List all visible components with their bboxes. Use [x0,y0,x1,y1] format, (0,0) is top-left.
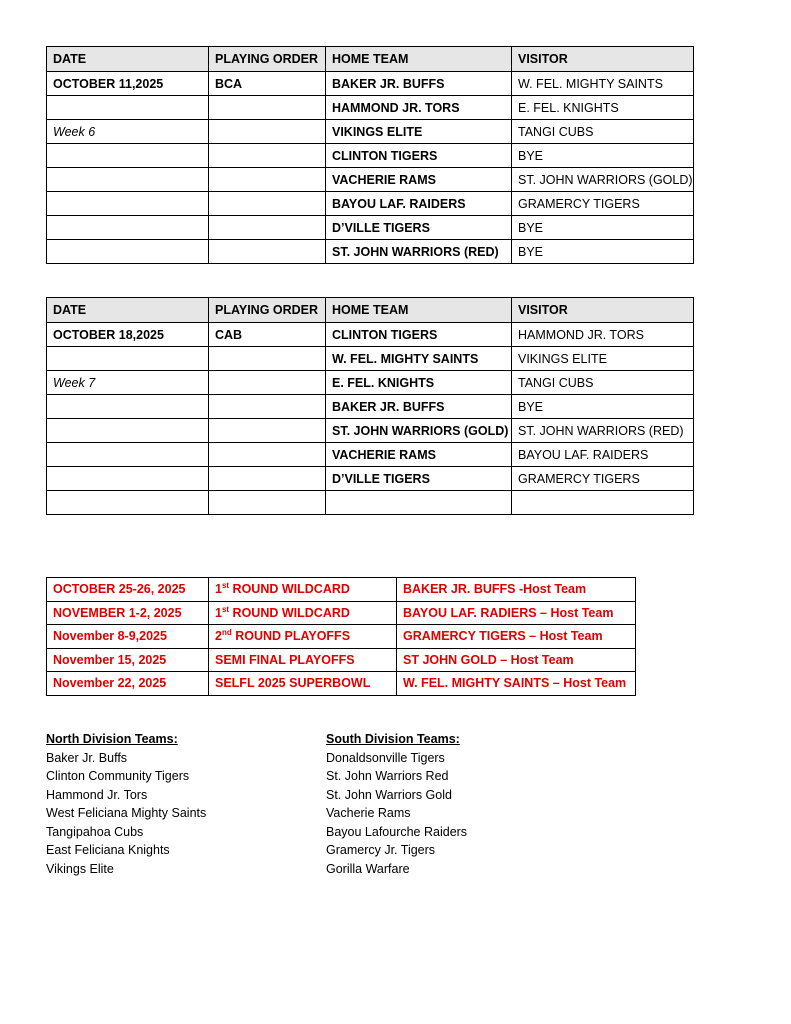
list-item: Donaldsonville Tigers [326,750,445,765]
list-item: Gramercy Jr. Tigers [326,843,436,857]
visitor-header: VISITOR [512,298,694,323]
table-row [47,120,694,144]
visitor-cell: BYE [512,144,694,168]
round-ordinal: st [221,581,230,591]
visitor-cell: BYE [512,240,694,264]
north-team-list [46,749,206,879]
round-ordinal: st [221,604,230,614]
table-row [47,240,694,264]
home-team-cell: HAMMOND JR. TORS [326,96,512,120]
playoff-date-cell: NOVEMBER 1-2, 2025 [47,601,209,625]
table-row [47,323,694,347]
list-item: Bayou Lafourche Raiders [326,824,468,839]
visitor-cell: TANGI CUBS [512,120,694,144]
table-row [47,601,636,625]
playoff-round-cell [209,578,397,602]
round-text: ROUND WILDCARD [229,605,350,620]
list-item: Vikings Elite [46,861,114,876]
visitor-cell: VIKINGS ELITE [512,347,694,371]
list-item: Vacherie Rams [326,806,411,820]
date-cell [47,395,209,419]
playoff-round-cell [209,625,397,649]
list-item: East Feliciana Knights [46,843,170,857]
table-row [47,625,636,649]
home-team-cell: CLINTON TIGERS [326,323,512,347]
order-cell [209,491,326,515]
visitor-cell: ST. JOHN WARRIORS (GOLD) [512,168,694,192]
visitor-cell: GRAMERCY TIGERS [512,467,694,491]
table-row [47,578,636,602]
playoff-round-cell [209,648,397,672]
order-cell [209,120,326,144]
home-team-cell: ST. JOHN WARRIORS (GOLD) [326,419,512,443]
table-row [47,467,694,491]
playing-order-header: PLAYING ORDER [209,298,326,323]
list-item: Tangipahoa Cubs [46,824,144,839]
south-division-heading: South Division Teams: [326,732,460,746]
home-team-cell: CLINTON TIGERS [326,144,512,168]
home-team-cell: BAKER JR. BUFFS [326,72,512,96]
order-cell [209,192,326,216]
table-row [47,192,694,216]
visitor-cell [512,491,694,515]
list-item: St. John Warriors Red [326,769,449,783]
playoff-host-cell: W. FEL. MIGHTY SAINTS – Host Team [397,672,636,696]
round-text: ROUND WILDCARD [229,582,350,597]
order-cell [209,240,326,264]
week7-header [47,298,694,323]
visitor-cell: W. FEL. MIGHTY SAINTS [512,72,694,96]
order-cell [209,168,326,192]
playing-order-header: PLAYING ORDER [209,47,326,72]
order-cell: CAB [209,323,326,347]
date-cell: OCTOBER 18,2025 [47,323,209,347]
south-team-list [326,749,467,879]
playoff-host-cell: BAYOU LAF. RADIERS – Host Team [397,601,636,625]
list-item: St. John Warriors Gold [326,787,452,802]
visitor-cell: BAYOU LAF. RAIDERS [512,443,694,467]
table-row [47,371,694,395]
playoff-date-cell: November 15, 2025 [47,648,209,672]
home-team-cell: D’VILLE TIGERS [326,216,512,240]
round-ordinal: nd [221,628,232,638]
order-cell [209,467,326,491]
order-cell [209,419,326,443]
order-cell [209,144,326,168]
home-team-cell: VACHERIE RAMS [326,443,512,467]
visitor-cell: E. FEL. KNIGHTS [512,96,694,120]
south-division [326,730,467,878]
table-row [47,144,694,168]
round-text: ROUND PLAYOFFS [231,629,351,644]
table-row [47,216,694,240]
order-cell [209,371,326,395]
list-item: West Feliciana Mighty Saints [46,806,207,820]
table-row [47,395,694,419]
playoff-host-cell: GRAMERCY TIGERS – Host Team [397,625,636,649]
home-team-cell: BAYOU LAF. RAIDERS [326,192,512,216]
date-cell [47,144,209,168]
order-cell: BCA [209,72,326,96]
date-cell [47,216,209,240]
week7-schedule-table [46,297,694,515]
home-team-header: HOME TEAM [326,298,512,323]
date-cell [47,467,209,491]
playoff-round-cell [209,601,397,625]
playoff-date-cell: November 22, 2025 [47,672,209,696]
table-row [47,419,694,443]
date-cell [47,419,209,443]
table-row [47,168,694,192]
order-cell [209,96,326,120]
round-number: 2 [215,629,222,644]
home-team-cell: W. FEL. MIGHTY SAINTS [326,347,512,371]
playoffs-table [46,577,636,696]
table-row [47,491,694,515]
visitor-cell: ST. JOHN WARRIORS (RED) [512,419,694,443]
visitor-cell: HAMMOND JR. TORS [512,323,694,347]
order-cell [209,395,326,419]
table-row [47,672,636,696]
table-row [47,347,694,371]
date-cell [47,96,209,120]
home-team-cell: BAKER JR. BUFFS [326,395,512,419]
home-team-cell [326,491,512,515]
playoff-host-cell: BAKER JR. BUFFS -Host Team [397,578,636,602]
order-cell [209,443,326,467]
visitor-header: VISITOR [512,47,694,72]
round-number: 1 [215,605,222,620]
visitor-cell: GRAMERCY TIGERS [512,192,694,216]
list-item: Hammond Jr. Tors [46,787,148,802]
date-cell: OCTOBER 11,2025 [47,72,209,96]
date-cell [47,192,209,216]
playoff-host-cell: ST JOHN GOLD – Host Team [397,648,636,672]
round-text: SELFL 2025 SUPERBOWL [215,676,371,691]
list-item: Baker Jr. Buffs [46,750,128,765]
playoff-date-cell: OCTOBER 25-26, 2025 [47,578,209,602]
date-cell [47,347,209,371]
week-label-cell: Week 7 [47,371,209,395]
table-row [47,96,694,120]
round-number: 1 [215,582,222,597]
order-cell [209,347,326,371]
home-team-cell: ST. JOHN WARRIORS (RED) [326,240,512,264]
north-division [46,730,206,878]
date-cell [47,240,209,264]
visitor-cell: BYE [512,216,694,240]
table-row [47,443,694,467]
order-cell [209,216,326,240]
home-team-header: HOME TEAM [326,47,512,72]
visitor-cell: BYE [512,395,694,419]
playoff-round-cell [209,672,397,696]
table-row [47,72,694,96]
date-header: DATE [47,298,209,323]
home-team-cell: D’VILLE TIGERS [326,467,512,491]
date-cell [47,491,209,515]
list-item: Clinton Community Tigers [46,769,190,783]
round-text: SEMI FINAL PLAYOFFS [215,652,355,667]
north-division-heading: North Division Teams: [46,732,178,746]
week6-schedule-table [46,46,694,264]
table-row [47,648,636,672]
week6-header [47,47,694,72]
date-cell [47,443,209,467]
date-cell [47,168,209,192]
playoff-date-cell: November 8-9,2025 [47,625,209,649]
week-label-cell: Week 6 [47,120,209,144]
date-header: DATE [47,47,209,72]
home-team-cell: VACHERIE RAMS [326,168,512,192]
home-team-cell: E. FEL. KNIGHTS [326,371,512,395]
list-item: Gorilla Warfare [326,861,410,876]
visitor-cell: TANGI CUBS [512,371,694,395]
home-team-cell: VIKINGS ELITE [326,120,512,144]
